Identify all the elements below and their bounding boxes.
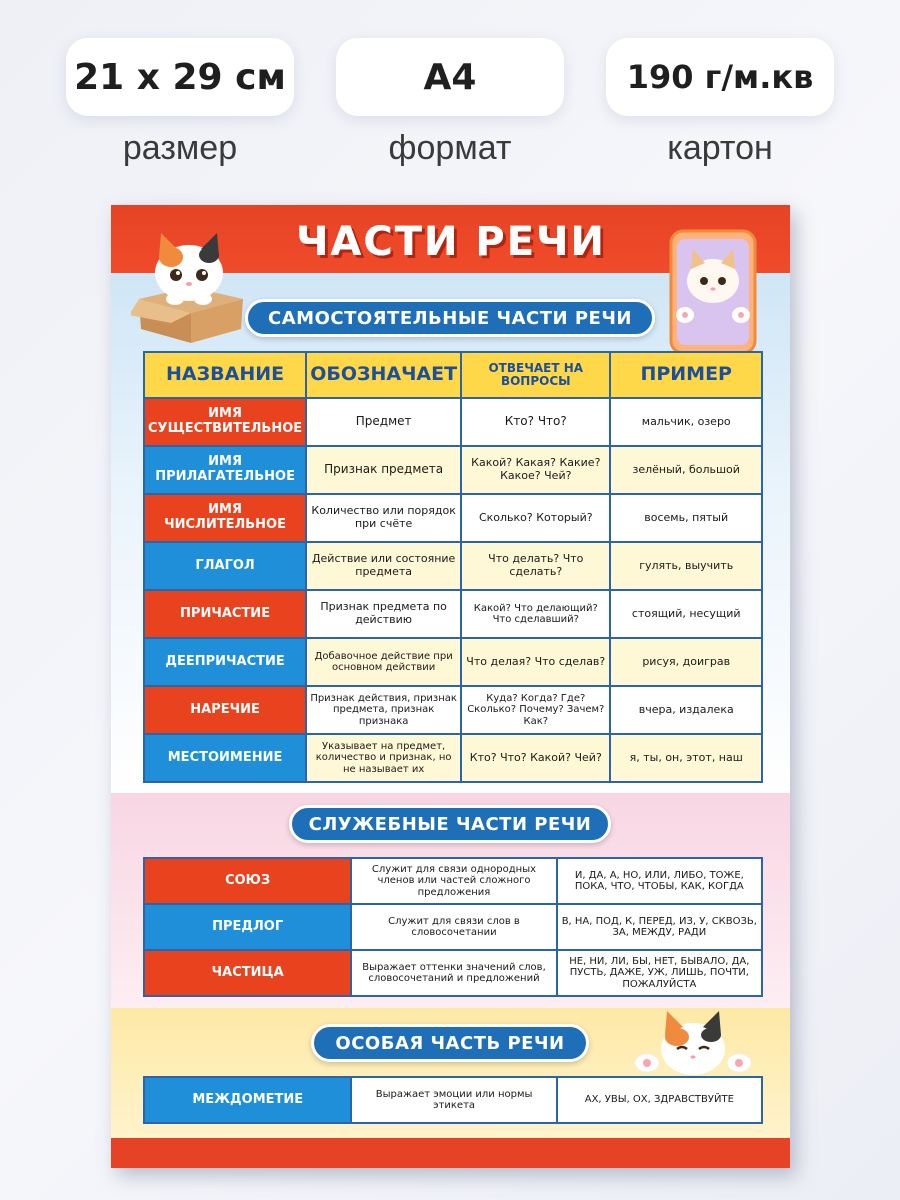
kitten-in-box-illustration (131, 227, 251, 345)
special-parts-table (143, 1076, 763, 1124)
example-cell: гулять, выучить (610, 542, 762, 590)
part-name-cell: ИМЯ ПРИЛАГАТЕЛЬНОЕ (144, 446, 306, 494)
table-row (144, 950, 762, 996)
table-row (144, 542, 762, 590)
example-cell: восемь, пятый (610, 494, 762, 542)
part-name-cell: ГЛАГОЛ (144, 542, 306, 590)
column-header-questions: ОТВЕЧАЕТ НА ВОПРОСЫ (461, 352, 610, 398)
meaning-cell: Выражает оттенки значений слов, словосочетаний и предложений (351, 950, 556, 996)
part-name-cell: НАРЕЧИЕ (144, 686, 306, 734)
part-name-cell: ИМЯ СУЩЕСТВИТЕЛЬНОЕ (144, 398, 306, 446)
part-name-cell: ЧАСТИЦА (144, 950, 351, 996)
format-value: А4 (423, 56, 477, 98)
column-header-name: НАЗВАНИЕ (144, 352, 306, 398)
size-label: размер (122, 128, 238, 167)
part-name-cell: ПРИЧАСТИЕ (144, 590, 306, 638)
column-header-example: ПРИМЕР (610, 352, 762, 398)
table-row (144, 398, 762, 446)
independent-parts-table (143, 351, 763, 783)
table-row (144, 734, 762, 782)
size-value: 21 x 29 см (74, 56, 286, 98)
auxiliary-heading-text: СЛУЖЕБНЫЕ ЧАСТИ РЕЧИ (308, 813, 592, 835)
column-header-meaning: ОБОЗНАЧАЕТ (306, 352, 461, 398)
format-label: формат (388, 128, 512, 167)
meaning-cell: Служит для связи однородных членов или частей сложного предложения (351, 858, 556, 904)
poster-footer-band (111, 1138, 790, 1168)
example-cell: АХ, УВЫ, ОХ, ЗДРАВСТВУЙТЕ (557, 1077, 762, 1123)
size-card (66, 38, 294, 116)
table-row (144, 858, 762, 904)
questions-cell: Кто? Что? Какой? Чей? (461, 734, 610, 782)
questions-cell: Какой? Что делающий? Что сделавший? (461, 590, 610, 638)
questions-cell: Куда? Когда? Где? Сколько? Почему? Зачем? Как? (461, 686, 610, 734)
table-row (144, 590, 762, 638)
questions-cell: Кто? Что? (461, 398, 610, 446)
example-cell: рисуя, доиграв (610, 638, 762, 686)
poster-title: ЧАСТИ РЕЧИ (296, 219, 606, 265)
special-heading (311, 1024, 589, 1062)
example-cell: вчера, издалека (610, 686, 762, 734)
part-name-cell: ПРЕДЛОГ (144, 904, 351, 950)
cardboard-label: картон (667, 128, 773, 167)
meaning-cell: Признак предмета (306, 446, 461, 494)
example-cell: мальчик, озеро (610, 398, 762, 446)
meaning-cell: Выражает эмоции или нормы этикета (351, 1077, 556, 1123)
auxiliary-parts-table (143, 857, 763, 997)
part-name-cell: ДЕЕПРИЧАСТИЕ (144, 638, 306, 686)
format-card (336, 38, 564, 116)
meaning-cell: Признак предмета по действию (306, 590, 461, 638)
table-row (144, 494, 762, 542)
table-row (144, 1077, 762, 1123)
example-cell: зелёный, большой (610, 446, 762, 494)
meaning-cell: Количество или порядок при счёте (306, 494, 461, 542)
meaning-cell: Служит для связи слов в словосочетании (351, 904, 556, 950)
cardboard-card (606, 38, 834, 116)
questions-cell: Что делать? Что сделать? (461, 542, 610, 590)
meaning-cell: Указывает на предмет, количество и признак, но не называет их (306, 734, 461, 782)
kitten-waving-illustration (633, 1001, 753, 1081)
auxiliary-heading (289, 805, 611, 843)
kitten-phone-illustration (663, 227, 763, 357)
table-header-row (144, 352, 762, 398)
poster (111, 205, 790, 1168)
meaning-cell: Признак действия, признак предмета, признак признака (306, 686, 461, 734)
questions-cell: Что делая? Что сделав? (461, 638, 610, 686)
part-name-cell: СОЮЗ (144, 858, 351, 904)
example-cell: стоящий, несущий (610, 590, 762, 638)
example-cell: В, НА, ПОД, К, ПЕРЕД, ИЗ, У, СКВОЗЬ, ЗА, МЕЖДУ, РАДИ (557, 904, 762, 950)
example-cell: я, ты, он, этот, наш (610, 734, 762, 782)
meaning-cell: Предмет (306, 398, 461, 446)
example-cell: И, ДА, А, НО, ИЛИ, ЛИБО, ТОЖЕ, ПОКА, ЧТО, ЧТОБЫ, КАК, КОГДА (557, 858, 762, 904)
part-name-cell: МЕСТОИМЕНИЕ (144, 734, 306, 782)
questions-cell: Какой? Какая? Какие? Какое? Чей? (461, 446, 610, 494)
cardboard-value: 190 г/м.кв (626, 58, 814, 96)
table-row (144, 638, 762, 686)
meaning-cell: Действие или состояние предмета (306, 542, 461, 590)
questions-cell: Сколько? Который? (461, 494, 610, 542)
part-name-cell: ИМЯ ЧИСЛИТЕЛЬНОЕ (144, 494, 306, 542)
example-cell: НЕ, НИ, ЛИ, БЫ, НЕТ, БЫВАЛО, ДА, ПУСТЬ, ДАЖЕ, УЖ, ЛИШЬ, ПОЧТИ, ПОЖАЛУЙСТА (557, 950, 762, 996)
special-heading-text: ОСОБАЯ ЧАСТЬ РЕЧИ (335, 1032, 565, 1054)
independent-heading-text: САМОСТОЯТЕЛЬНЫЕ ЧАСТИ РЕЧИ (268, 307, 632, 329)
table-row (144, 446, 762, 494)
table-row (144, 686, 762, 734)
independent-heading (245, 299, 655, 337)
table-row (144, 904, 762, 950)
part-name-cell: МЕЖДОМЕТИЕ (144, 1077, 351, 1123)
meaning-cell: Добавочное действие при основном действии (306, 638, 461, 686)
